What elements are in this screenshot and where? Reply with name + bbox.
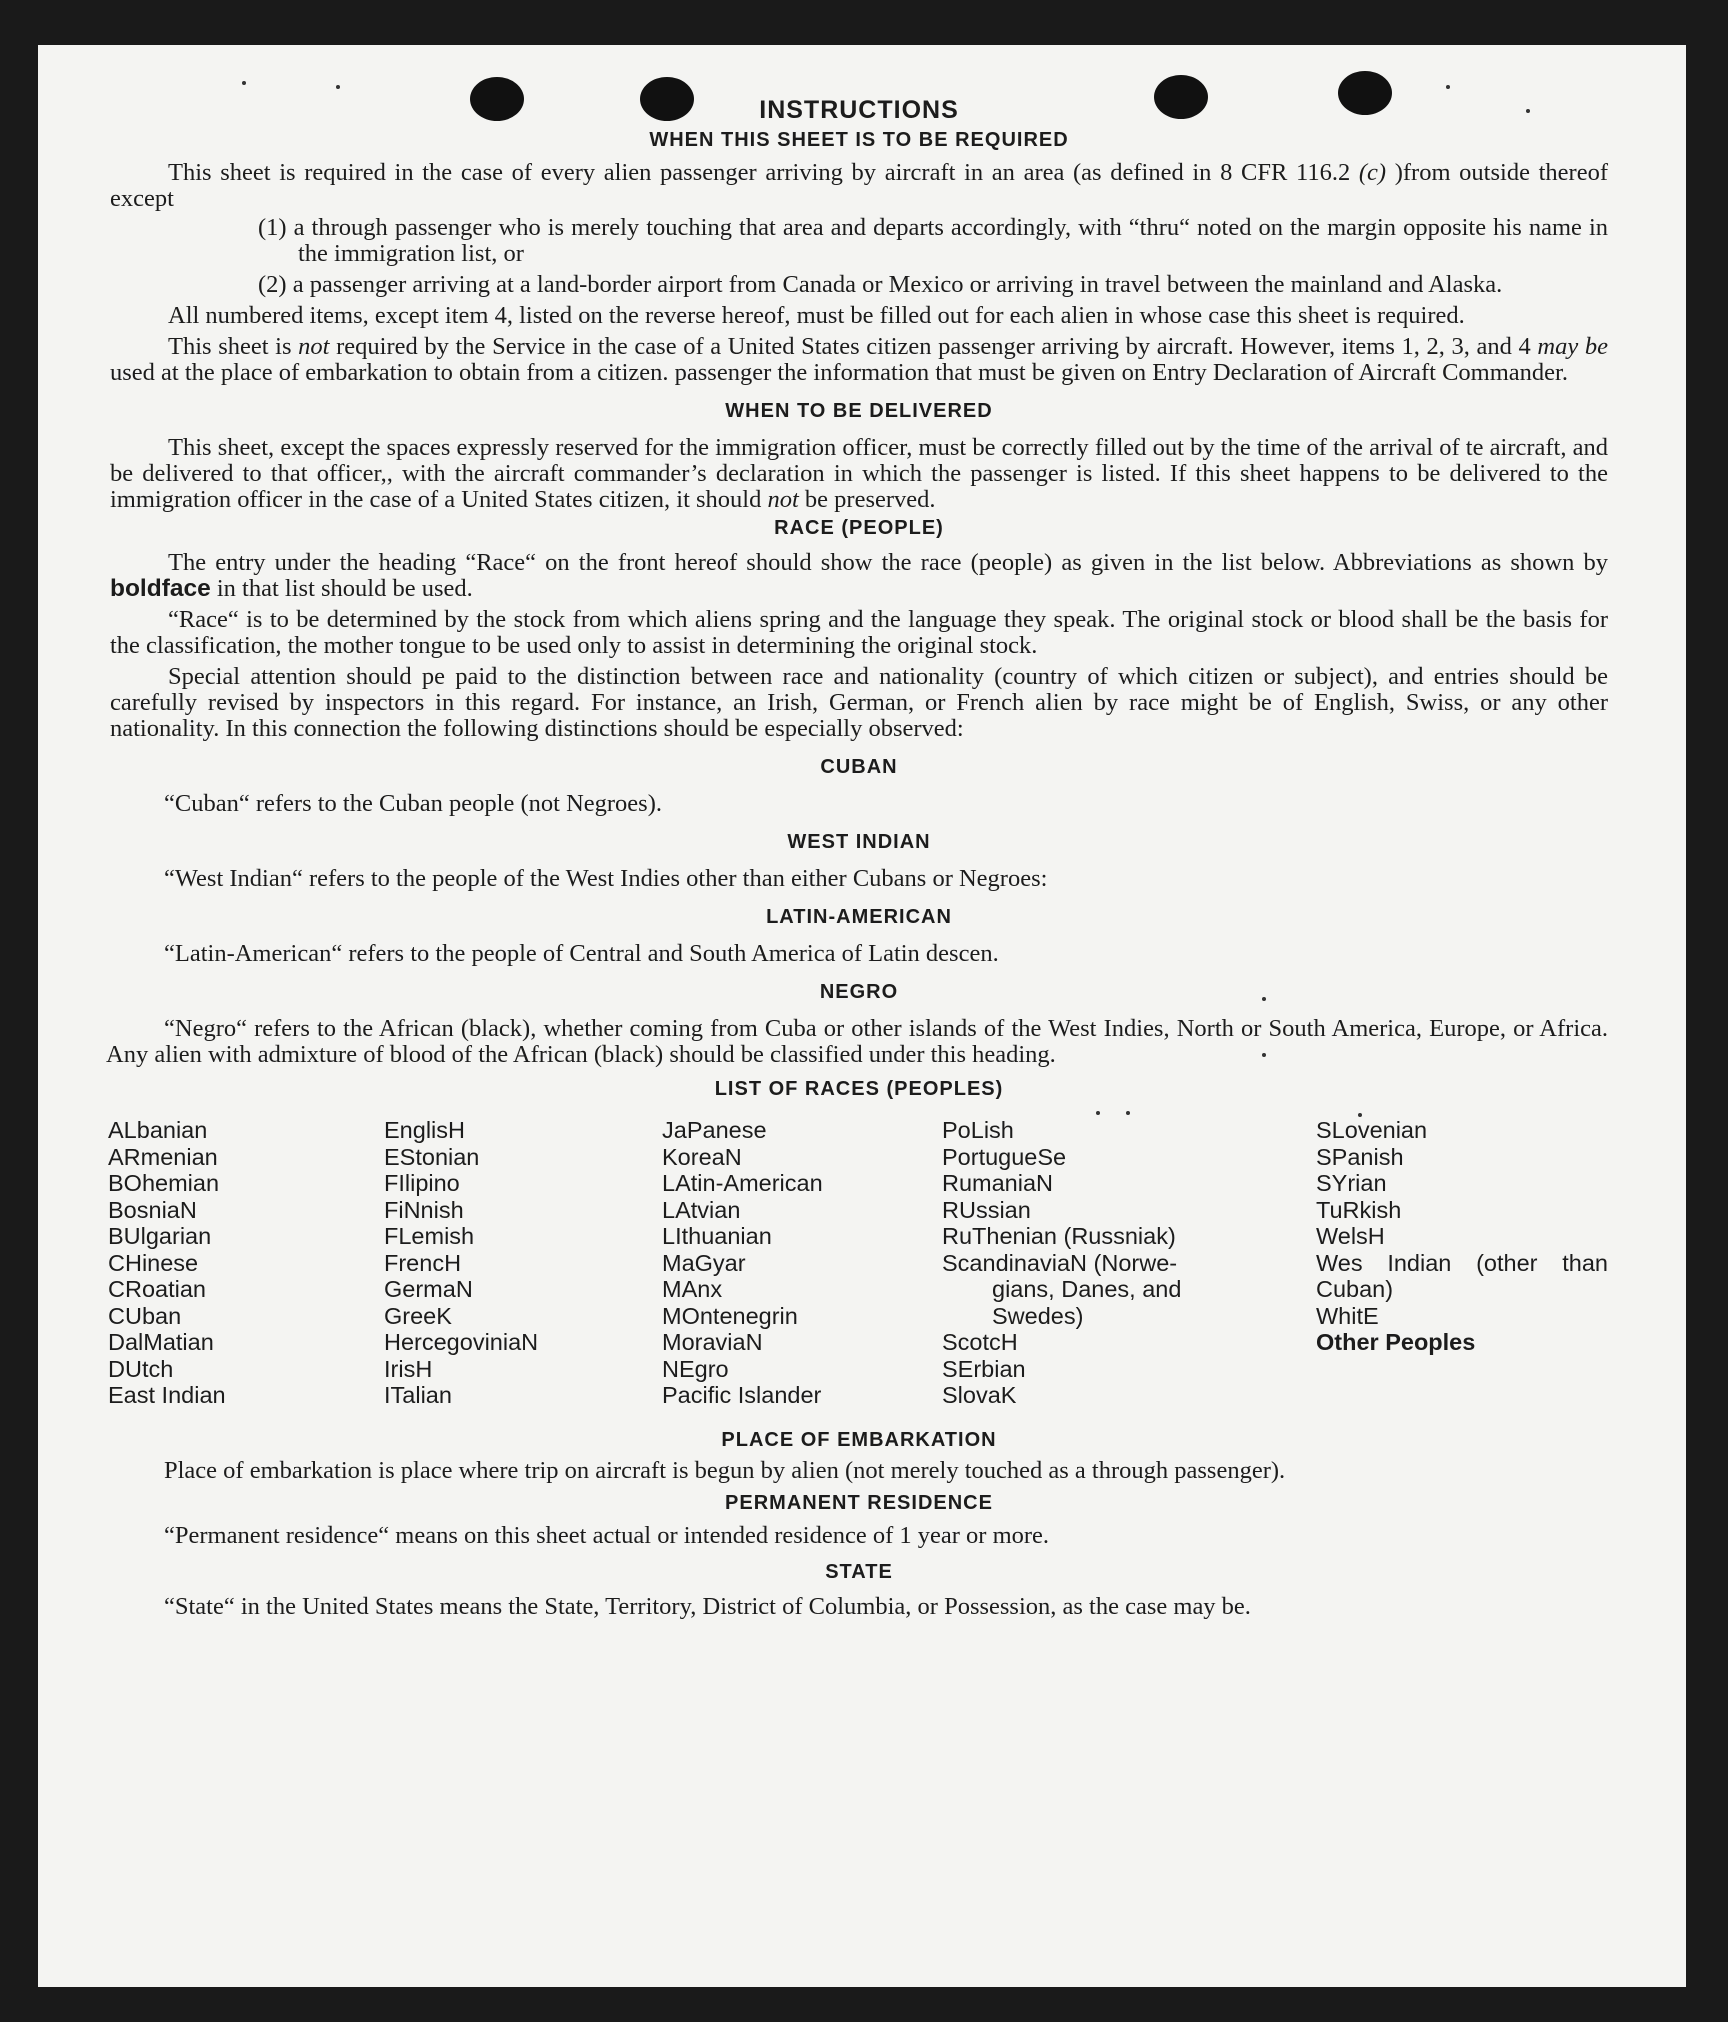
race-entry: SYrian bbox=[1316, 1170, 1387, 1196]
required-paragraph-2: All numbered items, except item 4, listed on the reverse hereof, must be filled out for each alien in whose case this sheet is required. bbox=[168, 302, 1465, 329]
race-entry: Wes Indian (other than Cuban) bbox=[1316, 1249, 1608, 1302]
page-title: INSTRUCTIONS bbox=[759, 96, 959, 124]
race-entry: ALbanian bbox=[108, 1117, 208, 1143]
race-entry: FrencH bbox=[384, 1249, 462, 1276]
required-intro: This sheet is required in the case of every alien passenger arriving by aircraft in an area (as defined in 8 CFR 116.2 (c) )from outside thereof except bbox=[110, 159, 1608, 212]
race-entry: MoraviaN bbox=[662, 1329, 763, 1355]
delivered-paragraph: This sheet, except the spaces expressly reserved for the immigration officer, must be correctly filled out by the time of the arrival of te aircraft, and be delivered to that officer,, with the aircraft commander’s declaration in which the passenger is listed. If this sheet happens to be delivered to the immigration officer in the case of a United States citizen, it should not be preserved. bbox=[110, 434, 1608, 513]
race-entry: EnglisH bbox=[384, 1117, 465, 1143]
race-entry: KoreaN bbox=[662, 1143, 742, 1170]
race-entry: DalMatian bbox=[108, 1329, 214, 1355]
race-entry: FiNnish bbox=[384, 1196, 464, 1223]
section-heading-permanent-residence: PERMANENT RESIDENCE bbox=[725, 1491, 993, 1514]
race-entry: MaGyar bbox=[662, 1249, 746, 1276]
state-definition: “State“ in the United States means the State, Territory, District of Columbia, or Possession, as the case may be. bbox=[164, 1592, 1251, 1620]
exception-item-2: (2) a passenger arriving at a land-border airport from Canada or Mexico or arriving in travel between the mainland and Alaska. bbox=[258, 271, 1503, 298]
race-entry: WelsH bbox=[1316, 1223, 1385, 1249]
race-entry: LIthuanian bbox=[662, 1223, 772, 1249]
race-paragraph-2: “Race“ is to be determined by the stock from which aliens spring and the language they speak. The original stock or blood shall be the basis for the classification, the mother tongue to be used only to assist in determining the original stock. bbox=[110, 606, 1608, 659]
race-entry: GreeK bbox=[384, 1302, 452, 1329]
race-entry: HercegoviniaN bbox=[384, 1329, 539, 1355]
race-entry: EStonian bbox=[384, 1143, 480, 1170]
race-entry: SlovaK bbox=[942, 1382, 1017, 1408]
race-entry: FIlipino bbox=[384, 1170, 460, 1196]
instructions-content bbox=[106, 96, 1608, 1620]
race-paragraph-1: The entry under the heading “Race“ on the front hereof should show the race (people) as given in the list below. Abbreviations as shown by boldface in that list should be used. bbox=[110, 549, 1608, 602]
speck bbox=[336, 85, 340, 89]
race-entry-continuation: Swedes) bbox=[992, 1302, 1084, 1329]
race-entry: MOntenegrin bbox=[662, 1302, 798, 1329]
race-entry: CHinese bbox=[108, 1249, 199, 1276]
section-heading-west-indian: WEST INDIAN bbox=[787, 831, 931, 853]
race-entry: East Indian bbox=[108, 1382, 226, 1408]
cuban-definition: “Cuban“ refers to the Cuban people (not Negroes). bbox=[164, 790, 662, 817]
race-entry: CUban bbox=[108, 1302, 182, 1329]
race-entry-continuation: gians, Danes, and bbox=[992, 1276, 1182, 1302]
race-column-2 bbox=[384, 1117, 662, 1409]
race-list bbox=[110, 1117, 1608, 1409]
section-heading-state: STATE bbox=[825, 1560, 893, 1583]
race-entry: SPanish bbox=[1316, 1143, 1404, 1170]
race-entry: RumaniaN bbox=[942, 1170, 1054, 1196]
exception-item-1: (1) a through passenger who is merely touching that area and departs accordingly, with “thru“ noted on the margin opposite his name in the immigration list, or bbox=[258, 214, 1608, 267]
section-heading-delivered: WHEN TO BE DELIVERED bbox=[725, 400, 993, 422]
race-entry: RUssian bbox=[942, 1196, 1031, 1223]
race-entry: LAtin-American bbox=[662, 1170, 823, 1196]
race-column-3 bbox=[662, 1117, 942, 1409]
race-entry: IrisH bbox=[384, 1355, 433, 1382]
race-entry: RuThenian (Russniak) bbox=[942, 1223, 1176, 1249]
speck bbox=[1446, 85, 1450, 89]
race-entry: PortugueSe bbox=[942, 1143, 1067, 1170]
race-entry: DUtch bbox=[108, 1355, 174, 1382]
race-entry: Pacific Islander bbox=[662, 1382, 822, 1408]
section-heading-cuban: CUBAN bbox=[820, 756, 898, 778]
race-entry: ScandinaviaN (Norwe- bbox=[942, 1249, 1178, 1276]
race-entry: ITalian bbox=[384, 1382, 452, 1408]
race-entry: SLovenian bbox=[1316, 1117, 1428, 1143]
race-entry: GermaN bbox=[384, 1276, 473, 1302]
required-paragraph-3: This sheet is not required by the Service in the case of a United States citizen passenger arriving by aircraft. However, items 1, 2, 3, and 4 may be used at the place of embarkation to obtain from a citizen. passenger the information that must be given on Entry Declaration of Aircraft Commander. bbox=[110, 333, 1608, 386]
west-indian-definition: “West Indian“ refers to the people of the West Indies other than either Cubans or Negroes: bbox=[164, 865, 1048, 892]
section-heading-required: WHEN THIS SHEET IS TO BE REQUIRED bbox=[649, 129, 1069, 151]
race-entry: ARmenian bbox=[108, 1143, 218, 1170]
permanent-residence-definition: “Permanent residence“ means on this sheet actual or intended residence of 1 year or more. bbox=[164, 1521, 1050, 1549]
race-entry: PoLish bbox=[942, 1117, 1014, 1143]
race-entry: LAtvian bbox=[662, 1196, 741, 1223]
race-entry: BOhemian bbox=[108, 1170, 220, 1196]
race-entry: WhitE bbox=[1316, 1302, 1379, 1329]
race-entry: ScotcH bbox=[942, 1329, 1018, 1355]
race-entry: BUlgarian bbox=[108, 1223, 212, 1249]
race-entry: JaPanese bbox=[662, 1117, 767, 1143]
section-heading-latin-american: LATIN-AMERICAN bbox=[766, 906, 952, 928]
section-heading-embarkation: PLACE OF EMBARKATION bbox=[721, 1428, 997, 1451]
race-column-4 bbox=[942, 1117, 1316, 1409]
section-heading-negro: NEGRO bbox=[819, 981, 899, 1003]
race-entry: NEgro bbox=[662, 1355, 729, 1382]
race-entry: Other Peoples bbox=[1316, 1329, 1476, 1355]
race-paragraph-3: Special attention should pe paid to the distinction between race and nationality (country of which citizen or subject), and entries should be carefully revised by inspectors in this regard. For instance, an Irish, German, or French alien by race might be of English, Swiss, or any other nationality. In this connection the following distinctions should be especially observed: bbox=[110, 663, 1608, 742]
latin-american-definition: “Latin-American“ refers to the people of Central and South America of Latin descen. bbox=[164, 940, 999, 967]
race-entry: BosniaN bbox=[108, 1196, 197, 1223]
race-column-5 bbox=[1316, 1117, 1608, 1409]
embarkation-definition: Place of embarkation is place where trip on aircraft is begun by alien (not merely touched as a through passenger). bbox=[164, 1456, 1286, 1484]
race-entry: SErbian bbox=[942, 1355, 1026, 1382]
race-entry: MAnx bbox=[662, 1276, 723, 1302]
race-entry: FLemish bbox=[384, 1223, 475, 1249]
race-column-1 bbox=[108, 1117, 384, 1409]
race-entry: CRoatian bbox=[108, 1276, 206, 1302]
speck bbox=[242, 81, 246, 85]
section-heading-list-of-races: LIST OF RACES (PEOPLES) bbox=[714, 1078, 1004, 1100]
section-heading-race: RACE (PEOPLE) bbox=[774, 517, 944, 539]
negro-definition: “Negro“ refers to the African (black), whether coming from Cuba or other islands of the West Indies, North or South America, Europe, or Africa. Any alien with admixture of blood of the African (black) should be classified under this heading. bbox=[106, 1015, 1608, 1068]
race-entry: TuRkish bbox=[1316, 1196, 1402, 1223]
